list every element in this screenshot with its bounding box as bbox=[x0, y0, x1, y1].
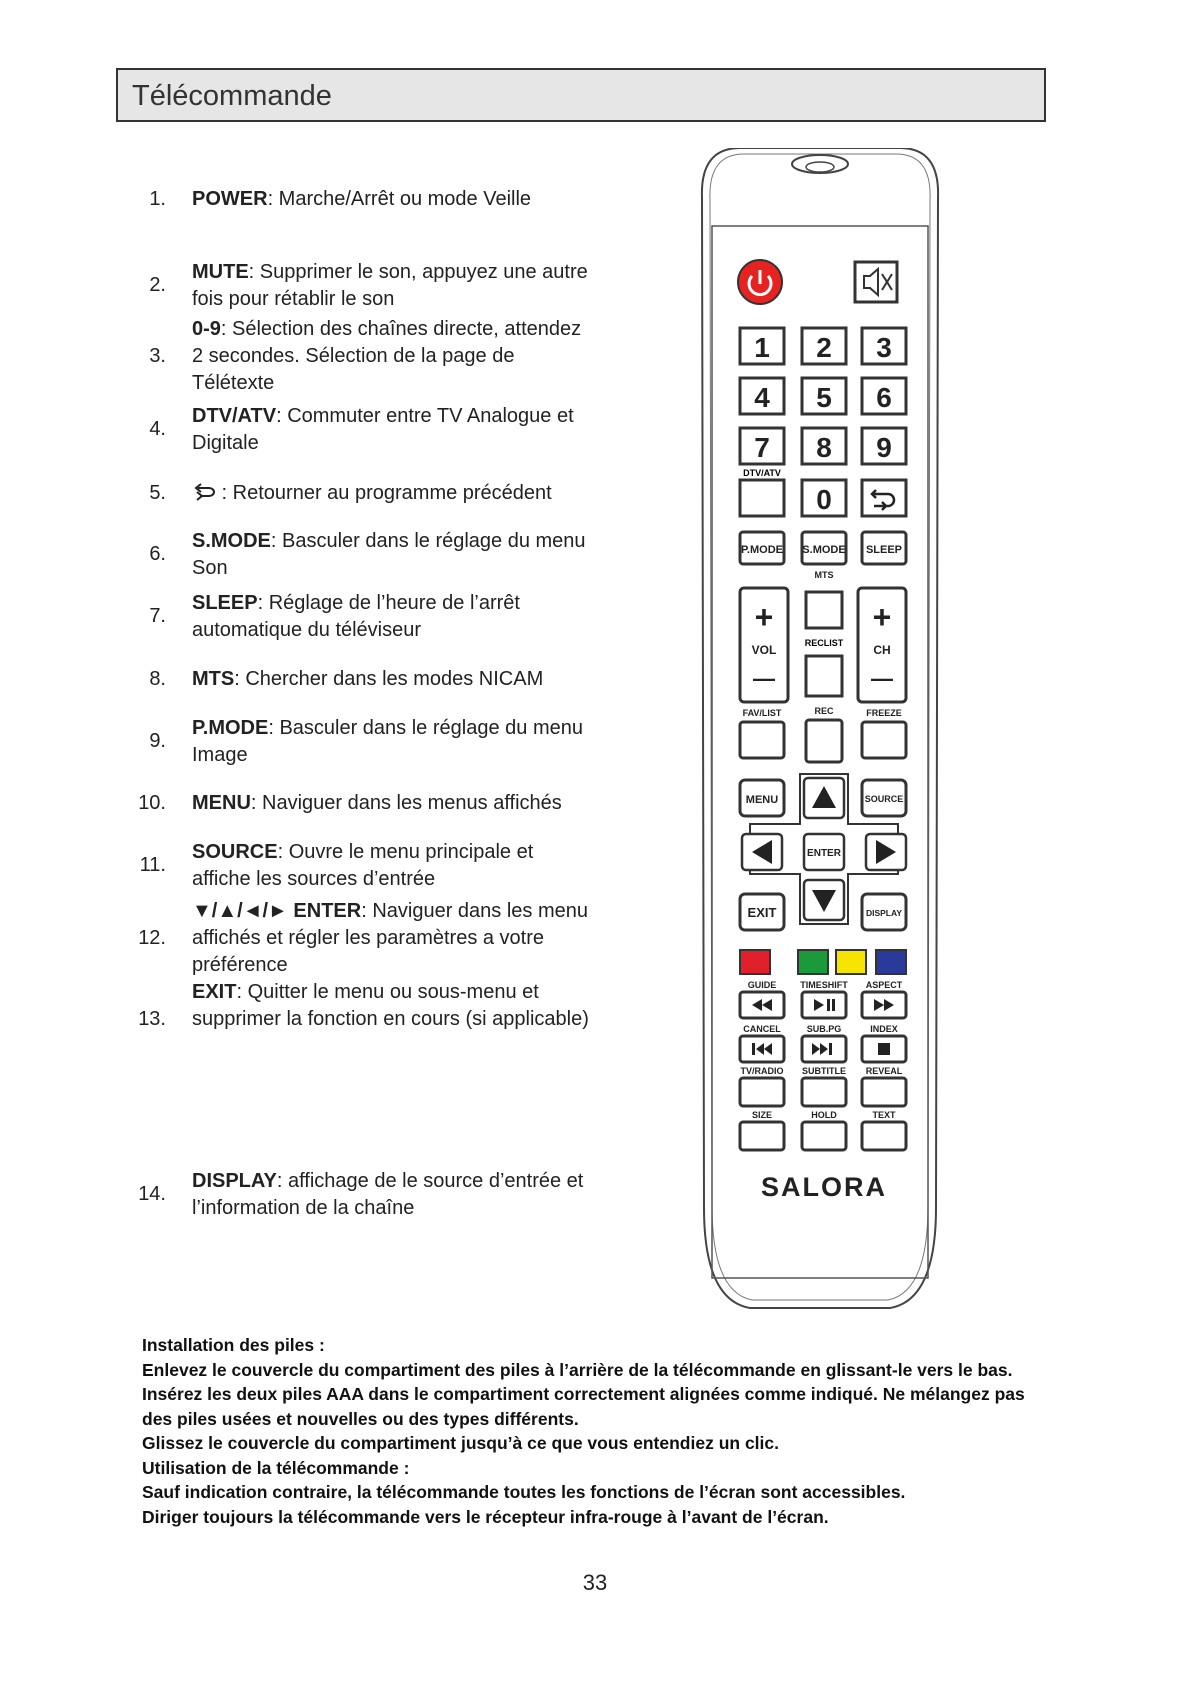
svg-text:FAV/LIST: FAV/LIST bbox=[742, 708, 782, 718]
favlist-button bbox=[740, 722, 784, 758]
digit-1: 1 bbox=[754, 332, 770, 363]
svg-text:TIMESHIFT: TIMESHIFT bbox=[800, 980, 848, 990]
pmode-label: P.MODE bbox=[741, 544, 783, 556]
svg-text:FREEZE: FREEZE bbox=[866, 708, 902, 718]
svg-text:DISPLAY: DISPLAY bbox=[865, 908, 903, 918]
green-button bbox=[798, 950, 828, 974]
svg-text:ASPECT: ASPECT bbox=[865, 980, 903, 990]
smode-label: S.MODE bbox=[802, 544, 846, 556]
svg-text:CH: CH bbox=[873, 643, 891, 657]
stop-icon bbox=[878, 1043, 890, 1055]
svg-text:CANCEL: CANCEL bbox=[743, 1024, 781, 1034]
blue-button bbox=[876, 950, 906, 974]
digit-8: 8 bbox=[816, 432, 832, 463]
svg-text:SOURCE: SOURCE bbox=[864, 794, 904, 804]
digit-9: 9 bbox=[876, 432, 892, 463]
reclist-label: RECLIST bbox=[804, 638, 844, 648]
rec-button bbox=[806, 720, 842, 762]
svg-text:MENU: MENU bbox=[745, 794, 779, 806]
svg-text:SUB.PG: SUB.PG bbox=[806, 1024, 842, 1034]
red-button bbox=[740, 950, 770, 974]
battery-instructions: Installation des piles : Enlevez le couvercle du compartiment des piles à l’arrière de la télécommande en glissant-le vers le bas. Insérez les deux piles AAA dans le compartiment correctement alignées comme indiqué. Ne mélangez pas des piles usées et nouvelles ou des types différents. Glissez le couvercle du compartiment jusqu’à ce que vous entendiez un clic. Utilisation de la télécommande : Sauf indication contraire, la télécommande toutes les fonctions de l’écran sont accessibles. Diriger toujours la télécommande vers le récepteur infra-rouge à l’avant de l’écran. bbox=[142, 1333, 1042, 1529]
svg-text:—: — bbox=[871, 666, 893, 691]
mts-button bbox=[806, 592, 842, 628]
svg-text:HOLD: HOLD bbox=[811, 1110, 837, 1120]
page-number: 33 bbox=[582, 1570, 608, 1595]
digit-7: 7 bbox=[754, 432, 770, 463]
digit-0: 0 bbox=[816, 484, 832, 515]
yellow-button bbox=[836, 950, 866, 974]
svg-text:REC: REC bbox=[814, 706, 834, 716]
digit-3: 3 bbox=[876, 332, 892, 363]
svg-text:—: — bbox=[753, 666, 775, 691]
svg-text:+: + bbox=[754, 599, 774, 635]
svg-text:TEXT: TEXT bbox=[872, 1110, 896, 1120]
svg-text:INDEX: INDEX bbox=[870, 1024, 898, 1034]
svg-text:SUBTITLE: SUBTITLE bbox=[802, 1066, 846, 1076]
freeze-button bbox=[862, 722, 906, 758]
svg-text:EXIT: EXIT bbox=[747, 905, 777, 920]
return-icon bbox=[192, 483, 216, 501]
digit-2: 2 bbox=[816, 332, 832, 363]
instruction-heading: Installation des piles : bbox=[142, 1335, 325, 1355]
digit-6: 6 bbox=[876, 382, 892, 413]
reclist-button bbox=[806, 656, 842, 696]
digit-4: 4 bbox=[754, 382, 770, 413]
remote-control-illustration bbox=[700, 148, 940, 1318]
sleep-label: SLEEP bbox=[865, 544, 903, 556]
svg-text:ENTER: ENTER bbox=[807, 848, 841, 859]
page-title: Télécommande bbox=[132, 80, 332, 112]
svg-text:SIZE: SIZE bbox=[751, 1110, 773, 1120]
dtv-atv-label: DTV/ATV bbox=[743, 468, 781, 478]
svg-text:VOL: VOL bbox=[751, 643, 777, 657]
page-header bbox=[116, 68, 1046, 122]
digit-5: 5 bbox=[816, 382, 832, 413]
svg-text:REVEAL: REVEAL bbox=[865, 1066, 903, 1076]
brand-logo: SALORA bbox=[761, 1172, 887, 1202]
svg-text:GUIDE: GUIDE bbox=[747, 980, 777, 990]
instruction-heading: Utilisation de la télécommande : bbox=[142, 1457, 410, 1478]
mts-label: MTS bbox=[814, 570, 834, 580]
mute-button bbox=[855, 262, 897, 302]
svg-text:+: + bbox=[872, 599, 892, 635]
svg-text:TV/RADIO: TV/RADIO bbox=[740, 1066, 784, 1076]
